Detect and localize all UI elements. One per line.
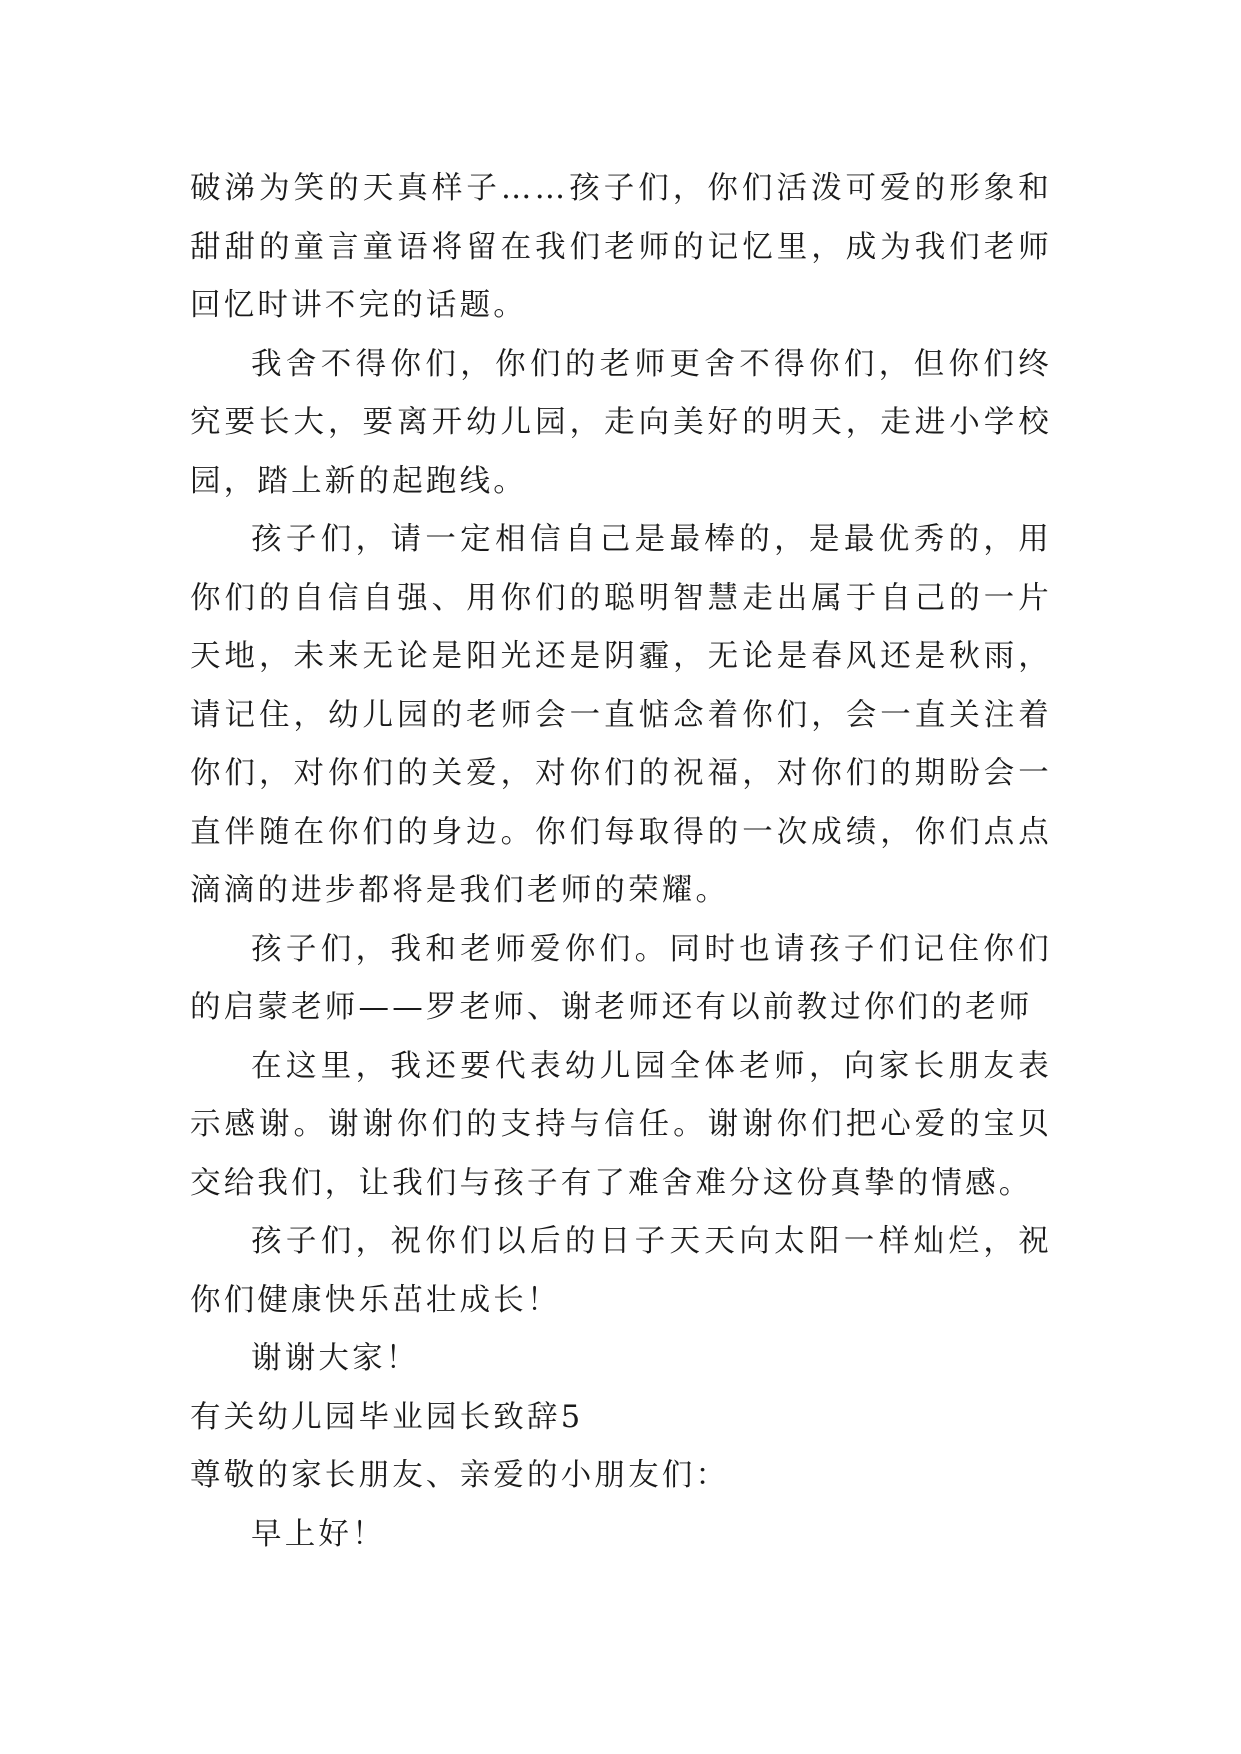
greeting: 早上好！	[251, 1516, 386, 1552]
paragraph-love-teachers: 孩子们，我和老师爱你们。同时也请孩子们记住你们的启蒙老师——罗老师、谢老师还有以前教过你们的老师	[190, 931, 1052, 1025]
document-body	[190, 160, 1052, 1564]
paragraph-growing-up: 我舍不得你们，你们的老师更舍不得你们，但你们终究要长大，要离开幼儿园，走向美好的明天，走进小学校园，踏上新的起跑线。	[190, 346, 1052, 499]
paragraph-memories: 破涕为笑的天真样子……孩子们，你们活泼可爱的形象和甜甜的童言童语将留在我们老师的记忆里，成为我们老师回忆时讲不完的话题。	[190, 171, 1052, 323]
section-heading: 有关幼儿园毕业园长致辞5	[190, 1399, 584, 1435]
salutation: 尊敬的家长朋友、亲爱的小朋友们：	[190, 1458, 730, 1493]
paragraph-believe-yourself: 孩子们，请一定相信自己是最棒的，是最优秀的，用你们的自信自强、用你们的聪明智慧走出属于自己的一片天地，未来无论是阳光还是阴霾，无论是春风还是秋雨，请记住，幼儿园的老师会一直惦念着你们，会一直关注着你们，对你们的关爱，对你们的祝福，对你们的期盼会一直伴随在你们的身边。你们每取得的一次成绩，你们点点滴滴的进步都将是我们老师的荣耀。	[190, 522, 1052, 908]
paragraph-thanks-parents: 在这里，我还要代表幼儿园全体老师，向家长朋友表示感谢。谢谢你们的支持与信任。谢谢你们把心爱的宝贝交给我们，让我们与孩子有了难舍难分这份真挚的情感。	[190, 1048, 1052, 1201]
paragraph-blessing: 孩子们，祝你们以后的日子天天向太阳一样灿烂，祝你们健康快乐茁壮成长！	[190, 1224, 1052, 1318]
paragraph-thank-you: 谢谢大家！	[251, 1341, 420, 1376]
